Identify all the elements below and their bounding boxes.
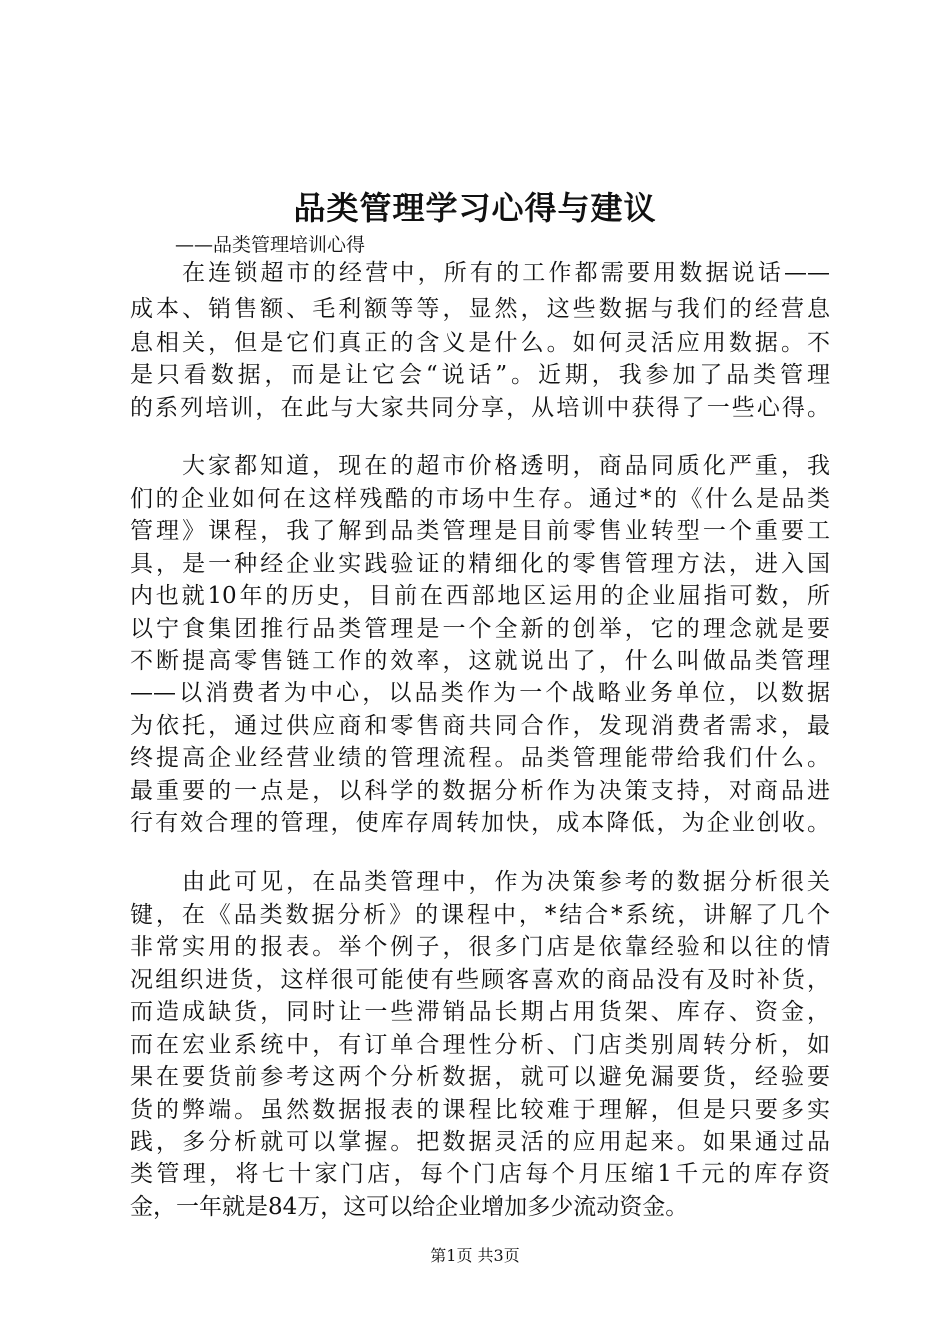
paragraph-line: 具，是一种经企业实践验证的精细化的零售管理方法，进入国 (130, 551, 830, 577)
paragraph-line: 而在宏业系统中，有订单合理性分析、门店类别周转分析，如 (130, 1032, 830, 1058)
paragraph-line: 金，一年就是84万，这可以给企业增加多少流动资金。 (130, 1194, 689, 1220)
paragraph-line: 行有效合理的管理，使库存周转加快，成本降低，为企业创收。 (130, 810, 830, 836)
paragraph-line: 果在要货前参考这两个分析数据，就可以避免漏要货，经验要 (130, 1064, 830, 1090)
paragraph-line: 内也就10年的历史，目前在西部地区运用的企业屈指可数，所 (130, 583, 830, 609)
paragraph-line: 货的弊端。虽然数据报表的课程比较难于理解，但是只要多实 (130, 1097, 830, 1123)
paragraph-line: 以宁食集团推行品类管理是一个全新的创举，它的理念就是要 (130, 616, 830, 642)
paragraph-line: 在连锁超市的经营中，所有的工作都需要用数据说话—— (182, 260, 830, 286)
paragraph-line: 践，多分析就可以掌握。把数据灵活的应用起来。如果通过品 (130, 1129, 830, 1155)
paragraph-line: 们的企业如何在这样残酷的市场中生存。通过*的《什么是品类 (130, 486, 830, 512)
paragraph-line: 由此可见，在品类管理中，作为决策参考的数据分析很关 (182, 869, 830, 895)
paragraph-line: 而造成缺货，同时让一些滞销品长期占用货架、库存、资金， (130, 999, 830, 1025)
page-footer: 第1页 共3页 (430, 1246, 520, 1265)
paragraph-line: 最重要的一点是，以科学的数据分析作为决策支持，对商品进 (130, 778, 830, 804)
paragraph-line: 大家都知道，现在的超市价格透明，商品同质化严重，我 (182, 453, 830, 479)
paragraph-line: 息相关，但是它们真正的含义是什么。如何灵活应用数据。不 (130, 330, 830, 356)
document-subtitle: ——品类管理培训心得 (175, 234, 366, 256)
paragraph-line: 的系列培训，在此与大家共同分享，从培训中获得了一些心得。 (130, 395, 830, 421)
paragraph-line: ——以消费者为中心，以品类作为一个战略业务单位，以数据 (130, 680, 830, 706)
paragraph-line: 不断提高零售链工作的效率，这就说出了，什么叫做品类管理 (130, 648, 830, 674)
paragraph-line: 键，在《品类数据分析》的课程中，*结合*系统，讲解了几个 (130, 902, 830, 928)
paragraph-line: 况组织进货，这样很可能使有些顾客喜欢的商品没有及时补货， (130, 967, 830, 993)
document-title: 品类管理学习心得与建议 (293, 189, 657, 227)
paragraph-line: 成本、销售额、毛利额等等，显然，这些数据与我们的经营息 (130, 296, 830, 322)
paragraph-line: 类管理，将七十家门店，每个门店每个月压缩1千元的库存资 (130, 1161, 830, 1187)
paragraph-line: 非常实用的报表。举个例子，很多门店是依靠经验和以往的情 (130, 934, 830, 960)
paragraph-line: 管理》课程，我了解到品类管理是目前零售业转型一个重要工 (130, 518, 830, 544)
paragraph-line: 是只看数据，而是让它会“说话”。近期，我参加了品类管理 (130, 362, 830, 388)
paragraph-line: 终提高企业经营业绩的管理流程。品类管理能带给我们什么。 (130, 745, 830, 771)
paragraph-line: 为依托，通过供应商和零售商共同合作，发现消费者需求，最 (130, 713, 830, 739)
